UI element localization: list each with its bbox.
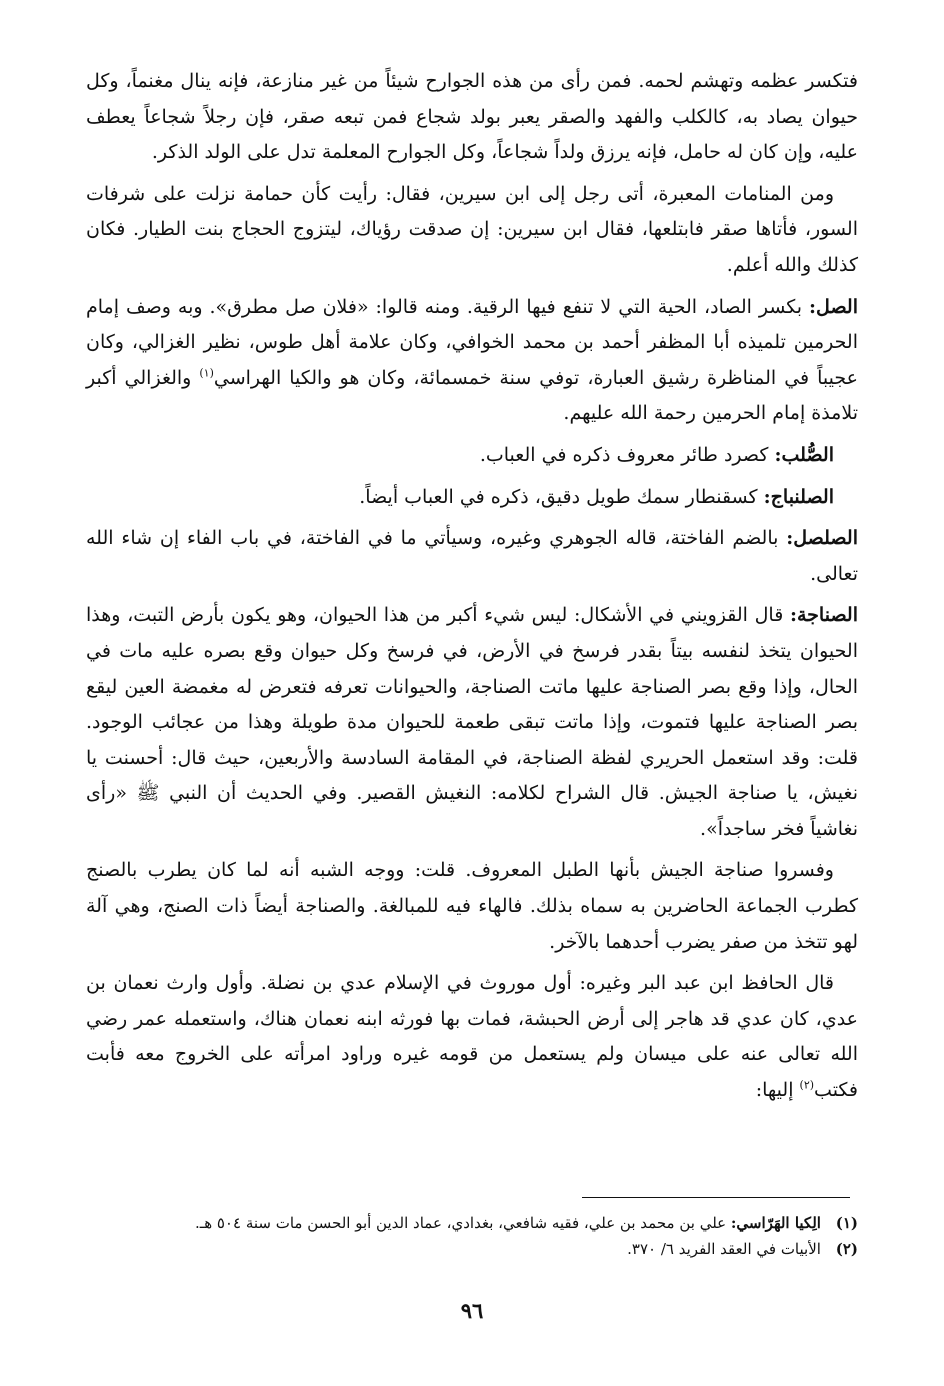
paragraph-2: [86, 177, 858, 284]
paragraph-inheritance-continued: إليها:: [755, 1079, 800, 1102]
entry-term: الصل:: [809, 295, 858, 318]
footnote-2: [92, 1236, 858, 1262]
page-number: ٩٦: [460, 1298, 484, 1323]
paragraph-drum-text: وفسروا صناجة الجيش بأنها الطبل المعروف. قلت: ووجه الشبه أنه لما كان يطرب بالصنج كطرب الجماعة الحاضرين به سماه بذلك. فالهاء فيه للمبالغة. والصناجة أيضاً ذات الصنج، وهي آلة لهو تتخذ من صفر يضرب أحدهما بالآخر.: [86, 859, 858, 953]
paragraph-drum: [86, 853, 858, 960]
entry-al-sil: [86, 290, 858, 432]
paragraph-1-text: فتكسر عظمه وتهشم لحمه. فمن رأى من هذه الجوارح شيئاً من غير منازعة، فإنه ينال مغنماً، وكل حيوان يصاد به، كالكلب والفهد والصقر يعبر بولد شجاع فمن تبعه صقر، فإن رجلاً شجاعاً يعطف عليه، وإن كان له حامل، فإنه يرزق ولداً شجاعاً، وكل الجوارح المعلمة تدل على الولد الذكر.: [86, 70, 858, 164]
entry-text: بكسر الصاد، الحية التي لا تنفع فيها الرقية. ومنه قالوا: «فلان صل مطرق». وبه وصف إمام الحرمين تلميذه أبا المظفر أحمد بن محمد الخوافي، وكان علامة أهل طوس، نظير الغزالي، وكان عجيباً في المناظرة رشيق العبارة، توفي سنة خمسمائة، وكان هو والكيا الهراسي: [86, 295, 858, 389]
main-text: [86, 64, 858, 1115]
entry-text-continued: والغزالي أكبر تلامذة إمام الحرمين رحمة الله عليهم.: [86, 366, 858, 425]
entry-text: قال القزويني في الأشكال: ليس شيء أكبر من هذا الحيوان، وهو يكون بأرض التبت، وهذا الحيوان يتخذ لنفسه بيتاً بقدر فرسخ في الأرض، في فرسخ وكل حيوان وقع بصره عليه مات في الحال، وإذا وقع بصر الصناجة عليها ماتت الصناجة، والحيوانات تعرفه فتعرض له مغمضة العين ليقع بصر الصناجة عليها فتموت، وإذا ماتت تبقى طعمة للحيوان مدة طويلة وهذا من عجائب الوجود. قلت: وقد استعمل الحريري لفظة الصناجة، في المقامة السادسة والأربعين، حيث قال: أحسنت يا نغيش، يا صناجة الجيش. قال الشراح لكلامه: النغيش القصير. وفي الحديث أن النبي ﷺ «رأى نغاشياً فخر ساجداً».: [86, 604, 859, 840]
footnotes: [92, 1210, 858, 1262]
paragraph-inheritance-text: قال الحافظ ابن عبد البر وغيره: أول موروث في الإسلام عدي بن نضلة. وأول وارث نعمان بن عدي، كان عدي قد هاجر إلى أرض الحبشة، فمات بها فورثه ابنه نعمان هناك، واستعمله عمر رضي الله تعالى عنه على ميسان ولم يستعمل من قومه غيره وراود امرأته على الخروج معه فأبت فكتب: [86, 972, 858, 1102]
footnote-text: علي بن محمد بن علي، فقيه شافعي، بغدادي، عماد الدين أبو الحسن مات سنة ٥٠٤ هـ.: [195, 1214, 727, 1232]
entry-term: الصلصل:: [786, 527, 858, 550]
entry-al-sulab: [86, 438, 858, 474]
entry-al-sulsul: [86, 521, 858, 592]
entry-text: كسقنطار سمك طويل دقيق، ذكره في العباب أيضاً.: [359, 485, 758, 508]
footnote-number: (١): [835, 1214, 858, 1232]
entry-text: كصرد طائر معروف ذكره في العباب.: [479, 443, 769, 466]
entry-term: الصُّلب:: [774, 443, 834, 466]
footnote-ref-2[interactable]: (٢): [799, 1078, 815, 1092]
footnote-divider: [582, 1197, 850, 1198]
entry-al-sulunbaj: [86, 480, 858, 516]
entry-term: الصلنباج:: [763, 485, 834, 508]
footnote-name: الِكيا الهَرّاسي:: [730, 1214, 821, 1232]
entry-term: الصناجة:: [789, 604, 858, 627]
paragraph-1: [86, 64, 858, 171]
footnote-1: [92, 1210, 858, 1236]
footnote-ref-1[interactable]: (١): [199, 366, 214, 380]
paragraph-inheritance: [86, 966, 858, 1108]
footnote-text: الأبيات في العقد الفريد ٦/ ٣٧٠.: [627, 1240, 821, 1258]
footnote-number: (٢): [835, 1240, 858, 1258]
paragraph-2-text: ومن المنامات المعبرة، أتى رجل إلى ابن سيرين، فقال: رأيت كأن حمامة نزلت على شرفات السور، فأتاها صقر فابتلعها، فقال ابن سيرين: إن صدقت رؤياك، ليتزوج الحجاج بنت الطيار. فكان كذلك والله أعلم.: [86, 182, 858, 276]
entry-al-sannaja: [86, 598, 858, 847]
entry-text: بالضم الفاختة، قاله الجوهري وغيره، وسيأتي ما في الفاختة، في باب الفاء إن شاء الله تعالى.: [86, 527, 858, 585]
